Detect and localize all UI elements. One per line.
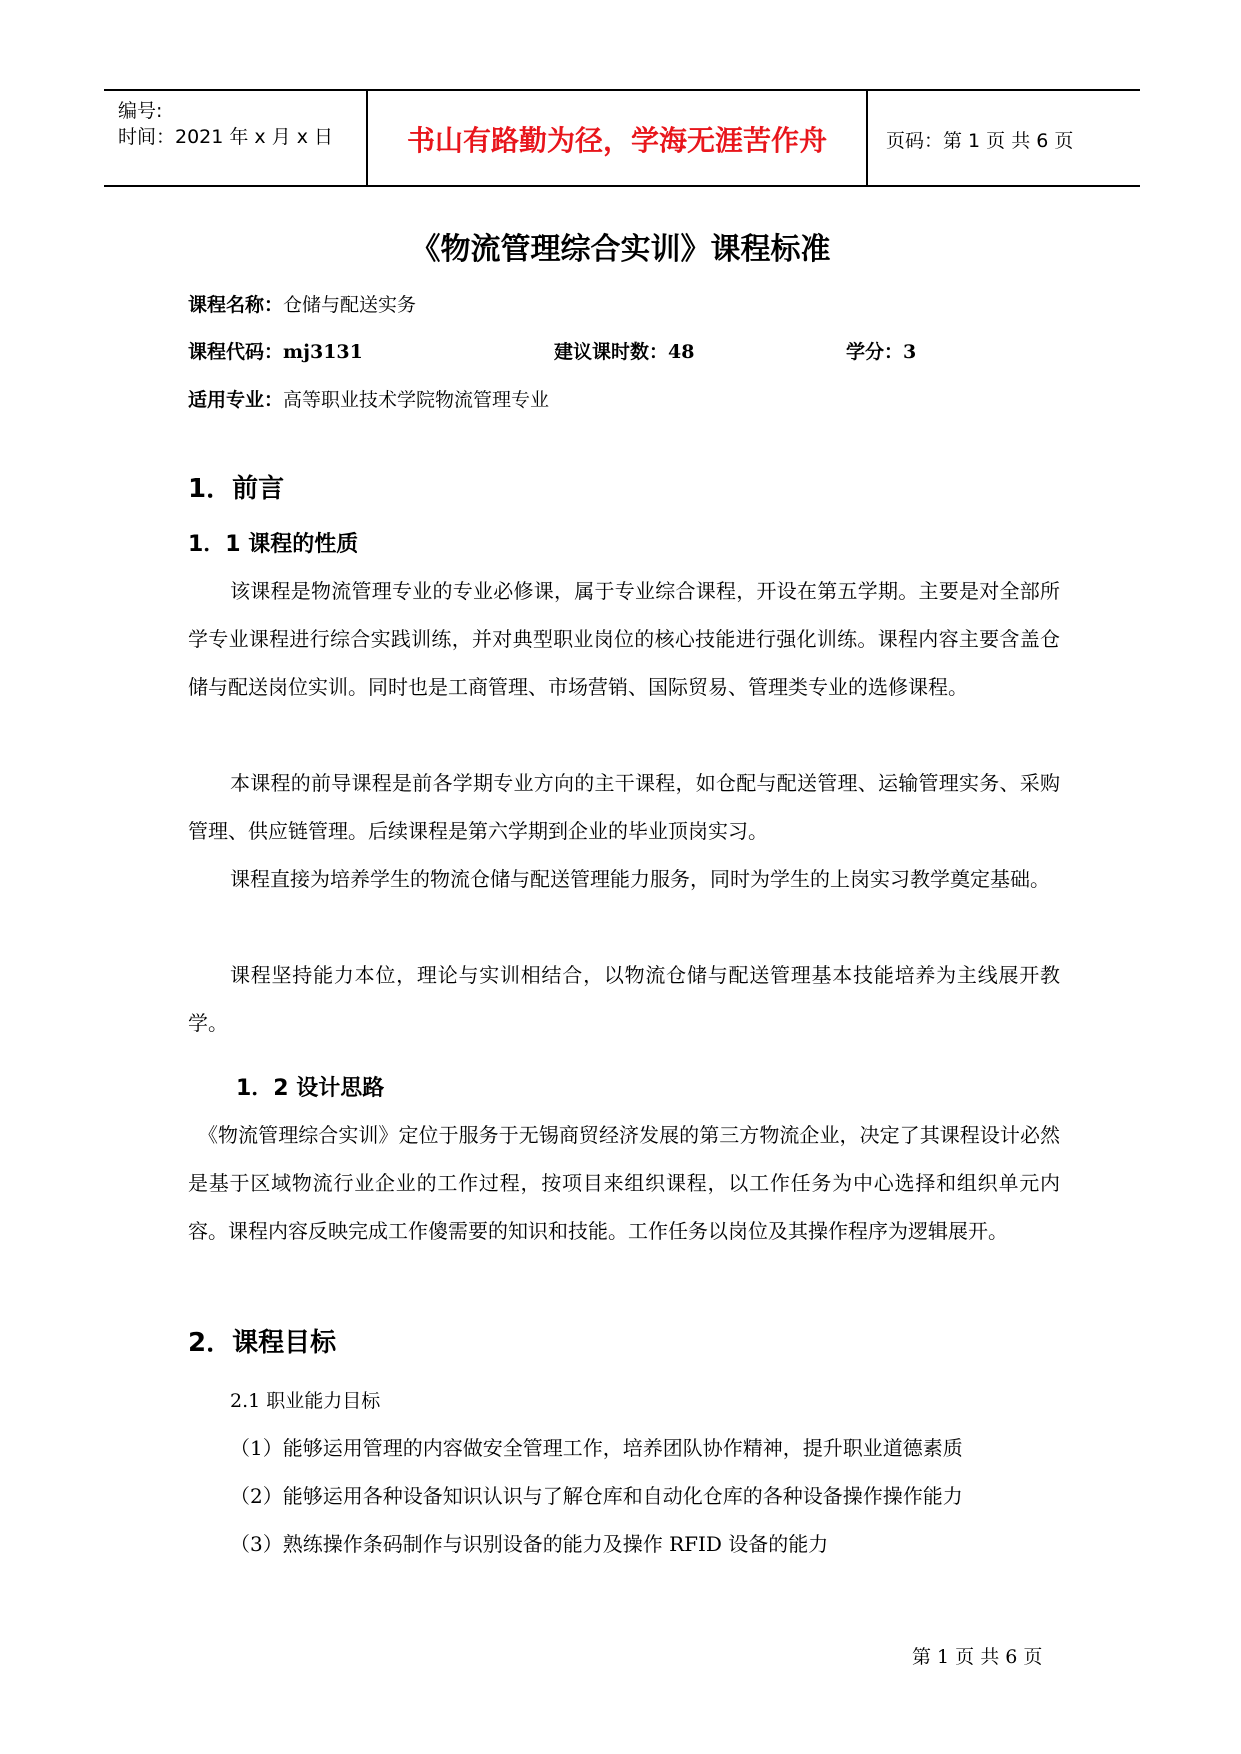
header-left-cell [104, 91, 368, 185]
major-value: 高等职业技术学院物流管理专业 [283, 389, 550, 411]
hours-value: 48 [668, 341, 695, 363]
motto: 书山有路勤为径，学海无涯苦作舟 [406, 124, 827, 157]
paragraph-prerequisites: 本课程的前导课程是前各学期专业方向的主干课程，如仓配与配送管理、运输管理实务、采购管理、供应链管理。后续课程是第六学期到企业的毕业顶岗实习。 [188, 771, 1060, 843]
page-header [104, 89, 1140, 187]
goal-item-1: （1）能够运用管理的内容做安全管理工作，培养团队协作精神，提升职业道德素质 [230, 1436, 963, 1460]
section-heading-2: 2．课程目标 [188, 1328, 337, 1358]
paragraph-design: 《物流管理综合实训》定位于服务于无锡商贸经济发展的第三方物流企业，决定了其课程设计必然是基于区域物流行业企业的工作过程，按项目来组织课程，以工作任务为中心选择和组织单元内容。课程内容反映完成工作傻需要的知识和技能。工作任务以岗位及其操作程序为逻辑展开。 [188, 1123, 1060, 1243]
course-name-value: 仓储与配送实务 [283, 294, 417, 316]
subsection-heading-2-1: 2.1 职业能力目标 [230, 1390, 381, 1412]
hours-item [554, 337, 694, 364]
course-name-label: 课程名称： [188, 294, 284, 316]
serial-label: 编号: [118, 100, 163, 122]
course-name-row [188, 290, 416, 317]
credit-item [846, 337, 916, 364]
paragraph-nature: 该课程是物流管理专业的专业必修课，属于专业综合课程，开设在第五学期。主要是对全部所学专业课程进行综合实践训练，并对典型职业岗位的核心技能进行强化训练。课程内容主要含盖仓储与配送岗位实训。同时也是工商管理、市场营销、国际贸易、管理类专业的选修课程。 [188, 579, 1060, 699]
major-row [188, 385, 549, 412]
major-label: 适用专业： [188, 389, 284, 411]
hours-label: 建议课时数： [554, 341, 669, 363]
goal-item-2: （2）能够运用各种设备知识认识与了解仓库和自动化仓库的各种设备操作操作能力 [230, 1484, 963, 1508]
paragraph-service: 课程直接为培养学生的物流仓储与配送管理能力服务，同时为学生的上岗实习教学奠定基础。 [230, 867, 1050, 891]
header-page-number: 页码：第 1 页 共 6 页 [886, 130, 1074, 152]
course-code-label: 课程代码： [188, 341, 284, 363]
credit-label: 学分： [846, 341, 904, 363]
course-code-item [188, 337, 363, 364]
course-code-value: mj3131 [283, 341, 363, 363]
footer-page-number: 第 1 页 共 6 页 [912, 1646, 1043, 1668]
goal-item-3: （3）熟练操作条码制作与识别设备的能力及操作 RFID 设备的能力 [230, 1532, 829, 1556]
date-text: 时间：2021 年 x 月 x 日 [118, 126, 334, 148]
subsection-heading-1-1: 1．1 课程的性质 [188, 532, 359, 557]
document-title: 《物流管理综合实训》课程标准 [410, 232, 831, 267]
subsection-heading-1-2: 1．2 设计思路 [236, 1076, 385, 1101]
header-right-cell [868, 91, 1140, 185]
header-motto-cell [368, 91, 868, 185]
credit-value: 3 [903, 341, 917, 363]
section-heading-1: 1．前言 [188, 474, 285, 504]
paragraph-principle: 课程坚持能力本位，理论与实训相结合，以物流仓储与配送管理基本技能培养为主线展开教学。 [188, 963, 1060, 1035]
